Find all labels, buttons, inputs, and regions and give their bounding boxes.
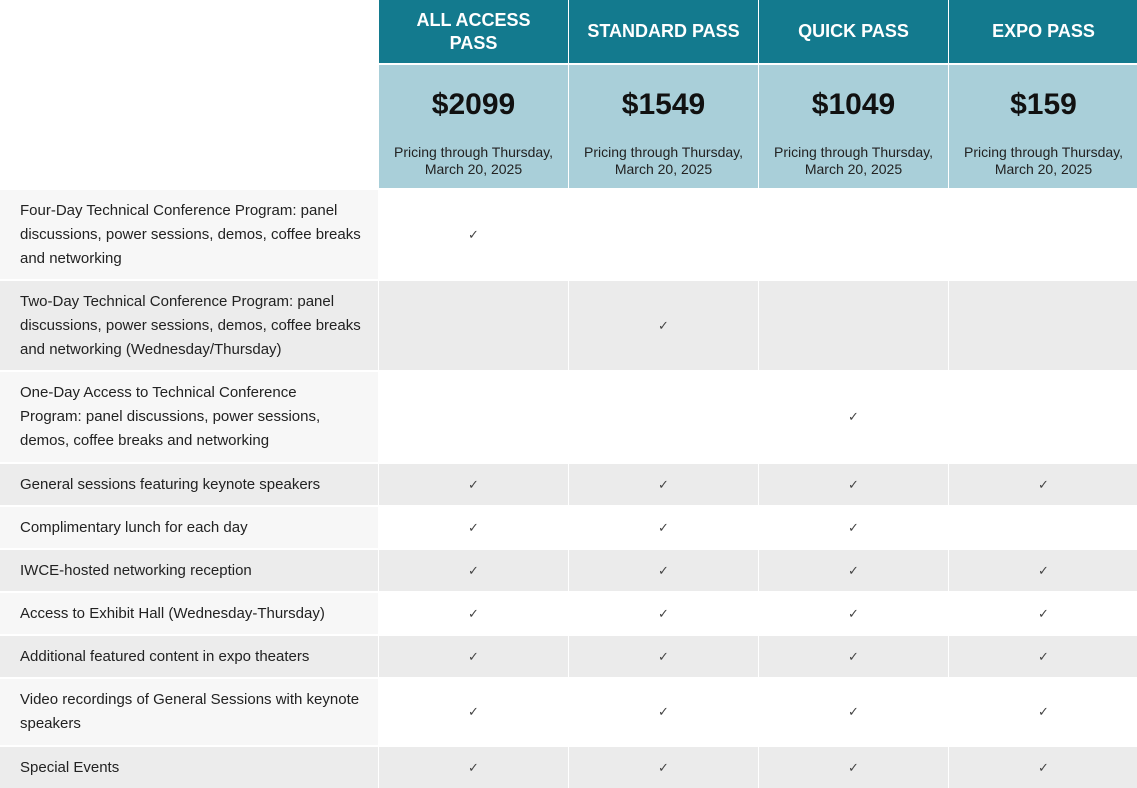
check-icon: ✓ bbox=[569, 550, 758, 591]
feature-label: General sessions featuring keynote speakers bbox=[0, 464, 378, 505]
pass-header-quick: QUICK PASS bbox=[759, 0, 948, 63]
check-icon: ✓ bbox=[379, 464, 568, 505]
price-all-access: $2099 bbox=[431, 88, 516, 121]
price-cell-quick bbox=[759, 65, 948, 188]
check-icon: ✓ bbox=[569, 464, 758, 505]
check-icon: ✓ bbox=[569, 281, 758, 370]
empty-cell bbox=[949, 281, 1137, 370]
feature-label: Additional featured content in expo theaters bbox=[0, 636, 378, 677]
feature-label: One-Day Access to Technical Conference Program: panel discussions, power sessions, demos, coffee breaks and networking bbox=[0, 372, 378, 462]
feature-label: Special Events bbox=[0, 747, 378, 788]
header-blank bbox=[0, 0, 378, 63]
check-icon: ✓ bbox=[379, 593, 568, 634]
check-icon: ✓ bbox=[759, 372, 948, 462]
pass-header-all-access: ALL ACCESS PASS bbox=[379, 0, 568, 63]
feature-label: Two-Day Technical Conference Program: panel discussions, power sessions, demos, coffee breaks and networking (Wednesday/Thursday) bbox=[0, 281, 378, 370]
check-icon: ✓ bbox=[379, 747, 568, 788]
price-expo: $159 bbox=[1010, 88, 1077, 121]
price-standard: $1549 bbox=[621, 88, 706, 121]
price-blank bbox=[0, 65, 378, 188]
pass-header-expo: EXPO PASS bbox=[949, 0, 1137, 63]
empty-cell bbox=[759, 281, 948, 370]
price-quick: $1049 bbox=[811, 88, 896, 121]
check-icon: ✓ bbox=[949, 747, 1137, 788]
check-icon: ✓ bbox=[379, 679, 568, 745]
check-icon: ✓ bbox=[569, 507, 758, 548]
price-note-expo: Pricing through Thursday, March 20, 2025 bbox=[963, 144, 1123, 177]
check-icon: ✓ bbox=[949, 550, 1137, 591]
check-icon: ✓ bbox=[379, 550, 568, 591]
check-icon: ✓ bbox=[379, 507, 568, 548]
check-icon: ✓ bbox=[759, 464, 948, 505]
empty-cell bbox=[949, 507, 1137, 548]
price-cell-standard bbox=[569, 65, 758, 188]
check-icon: ✓ bbox=[759, 679, 948, 745]
price-note-quick: Pricing through Thursday, March 20, 2025 bbox=[773, 144, 933, 177]
check-icon: ✓ bbox=[759, 550, 948, 591]
price-cell-all-access bbox=[379, 65, 568, 188]
price-note-all-access: Pricing through Thursday, March 20, 2025 bbox=[393, 144, 553, 177]
check-icon: ✓ bbox=[569, 593, 758, 634]
empty-cell bbox=[379, 372, 568, 462]
empty-cell bbox=[569, 372, 758, 462]
check-icon: ✓ bbox=[569, 747, 758, 788]
check-icon: ✓ bbox=[759, 636, 948, 677]
check-icon: ✓ bbox=[379, 190, 568, 279]
check-icon: ✓ bbox=[759, 593, 948, 634]
feature-label: Video recordings of General Sessions with keynote speakers bbox=[0, 679, 378, 745]
price-note-standard: Pricing through Thursday, March 20, 2025 bbox=[583, 144, 743, 177]
check-icon: ✓ bbox=[949, 679, 1137, 745]
empty-cell bbox=[569, 190, 758, 279]
check-icon: ✓ bbox=[379, 636, 568, 677]
pass-header-standard: STANDARD PASS bbox=[569, 0, 758, 63]
empty-cell bbox=[949, 190, 1137, 279]
check-icon: ✓ bbox=[949, 593, 1137, 634]
check-icon: ✓ bbox=[569, 679, 758, 745]
empty-cell bbox=[759, 190, 948, 279]
check-icon: ✓ bbox=[759, 747, 948, 788]
feature-label: Access to Exhibit Hall (Wednesday-Thursday) bbox=[0, 593, 378, 634]
empty-cell bbox=[379, 281, 568, 370]
check-icon: ✓ bbox=[949, 464, 1137, 505]
check-icon: ✓ bbox=[569, 636, 758, 677]
check-icon: ✓ bbox=[759, 507, 948, 548]
feature-label: IWCE-hosted networking reception bbox=[0, 550, 378, 591]
feature-label: Complimentary lunch for each day bbox=[0, 507, 378, 548]
price-cell-expo bbox=[949, 65, 1137, 188]
feature-label: Four-Day Technical Conference Program: panel discussions, power sessions, demos, coffee breaks and networking bbox=[0, 190, 378, 279]
empty-cell bbox=[949, 372, 1137, 462]
check-icon: ✓ bbox=[949, 636, 1137, 677]
